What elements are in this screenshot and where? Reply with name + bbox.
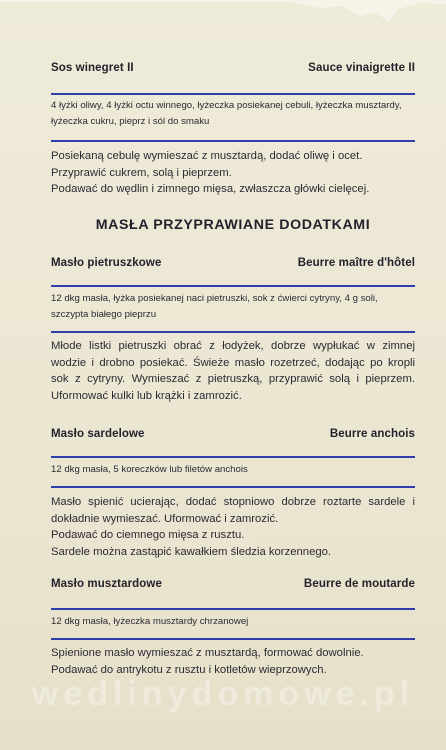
ingredients-parsley-butter: 12 dkg masła, łyżka posiekanej naci pietruszki, sok z ćwierci cytryny, 4 g soli, szczypta białego pieprzu [51, 293, 378, 320]
ingredients-anchovy-butter: 12 dkg masła, 5 koreczków lub filetów anchois [51, 464, 248, 475]
divider [51, 486, 415, 488]
method-parsley-butter [51, 338, 415, 404]
method-line: Przyprawić cukrem, solą i pieprzem. [51, 166, 232, 179]
recipe-name-fr: Beurre maître d'hôtel [297, 257, 415, 269]
ingredients-vinaigrette: 4 łyżki oliwy, 4 łyżki octu winnego, łyżeczka posiekanej cebuli, łyżeczka musztardy, łyżeczka cukru, pieprz i sól do smaku [51, 100, 402, 127]
recipe-header-anchovy-butter [51, 428, 415, 440]
method-vinaigrette [51, 148, 415, 198]
divider [51, 638, 415, 640]
method-line: Podawać do ciemnego mięsa z rusztu. [51, 529, 245, 541]
divider [51, 456, 415, 458]
divider [51, 140, 415, 142]
recipe-header-vinaigrette [51, 62, 415, 74]
method-paragraph: Masło spienić ucierając, dodać stopniowo dobrze roztarte sardele i dokładnie wymieszać. Uformować i zamrozić. [51, 496, 415, 525]
recipe-name-fr: Sauce vinaigrette II [308, 62, 415, 74]
method-mustard-butter [51, 645, 415, 678]
watermark: wedlinydomowe.pl [31, 675, 415, 713]
recipe-name-pl: Sos winegret II [51, 62, 134, 74]
recipe-header-parsley-butter [51, 257, 415, 269]
method-line: Spienione masło wymieszać z musztardą, formować dowolnie. [51, 647, 364, 659]
recipe-name-pl: Masło musztardowe [51, 578, 162, 590]
divider [51, 331, 415, 333]
method-anchovy-butter [51, 494, 415, 560]
divider [51, 93, 415, 95]
recipe-header-mustard-butter [51, 578, 415, 590]
recipe-name-fr: Beurre anchois [329, 428, 415, 440]
torn-edge [0, 0, 446, 30]
recipe-name-pl: Masło pietruszkowe [51, 257, 162, 269]
method-line: Sardele można zastąpić kawałkiem śledzia korzennego. [51, 545, 332, 558]
recipe-name-fr: Beurre de moutarde [303, 578, 415, 590]
method-line: Podawać do antrykotu z rusztu i kotletów wieprzowych. [51, 663, 327, 676]
method-line: Posiekaną cebulę wymieszać z musztardą, dodać oliwę i ocet. [51, 150, 363, 162]
method-paragraph: Młode listki pietruszki obrać z łodyżek, dobrze wypłukać w zimnej wodzie i drobno posiekać. Świeże masło rozetrzeć, dodając po kropli sok z cytryny. Wymieszać z pietruszką, przyprawić solą i pieprzem. Uformować kulki lub krążki i zamrozić. [51, 340, 415, 402]
divider [51, 285, 415, 287]
method-line: Podawać do wędlin i zimnego mięsa, zwłaszcza główki cielęcej. [51, 183, 370, 195]
recipe-name-pl: Masło sardelowe [51, 428, 145, 440]
divider [51, 608, 415, 610]
chapter-title: MASŁA PRZYPRAWIANE DODATKAMI [95, 217, 371, 233]
ingredients-mustard-butter: 12 dkg masła, łyżeczka musztardy chrzanowej [51, 616, 249, 627]
